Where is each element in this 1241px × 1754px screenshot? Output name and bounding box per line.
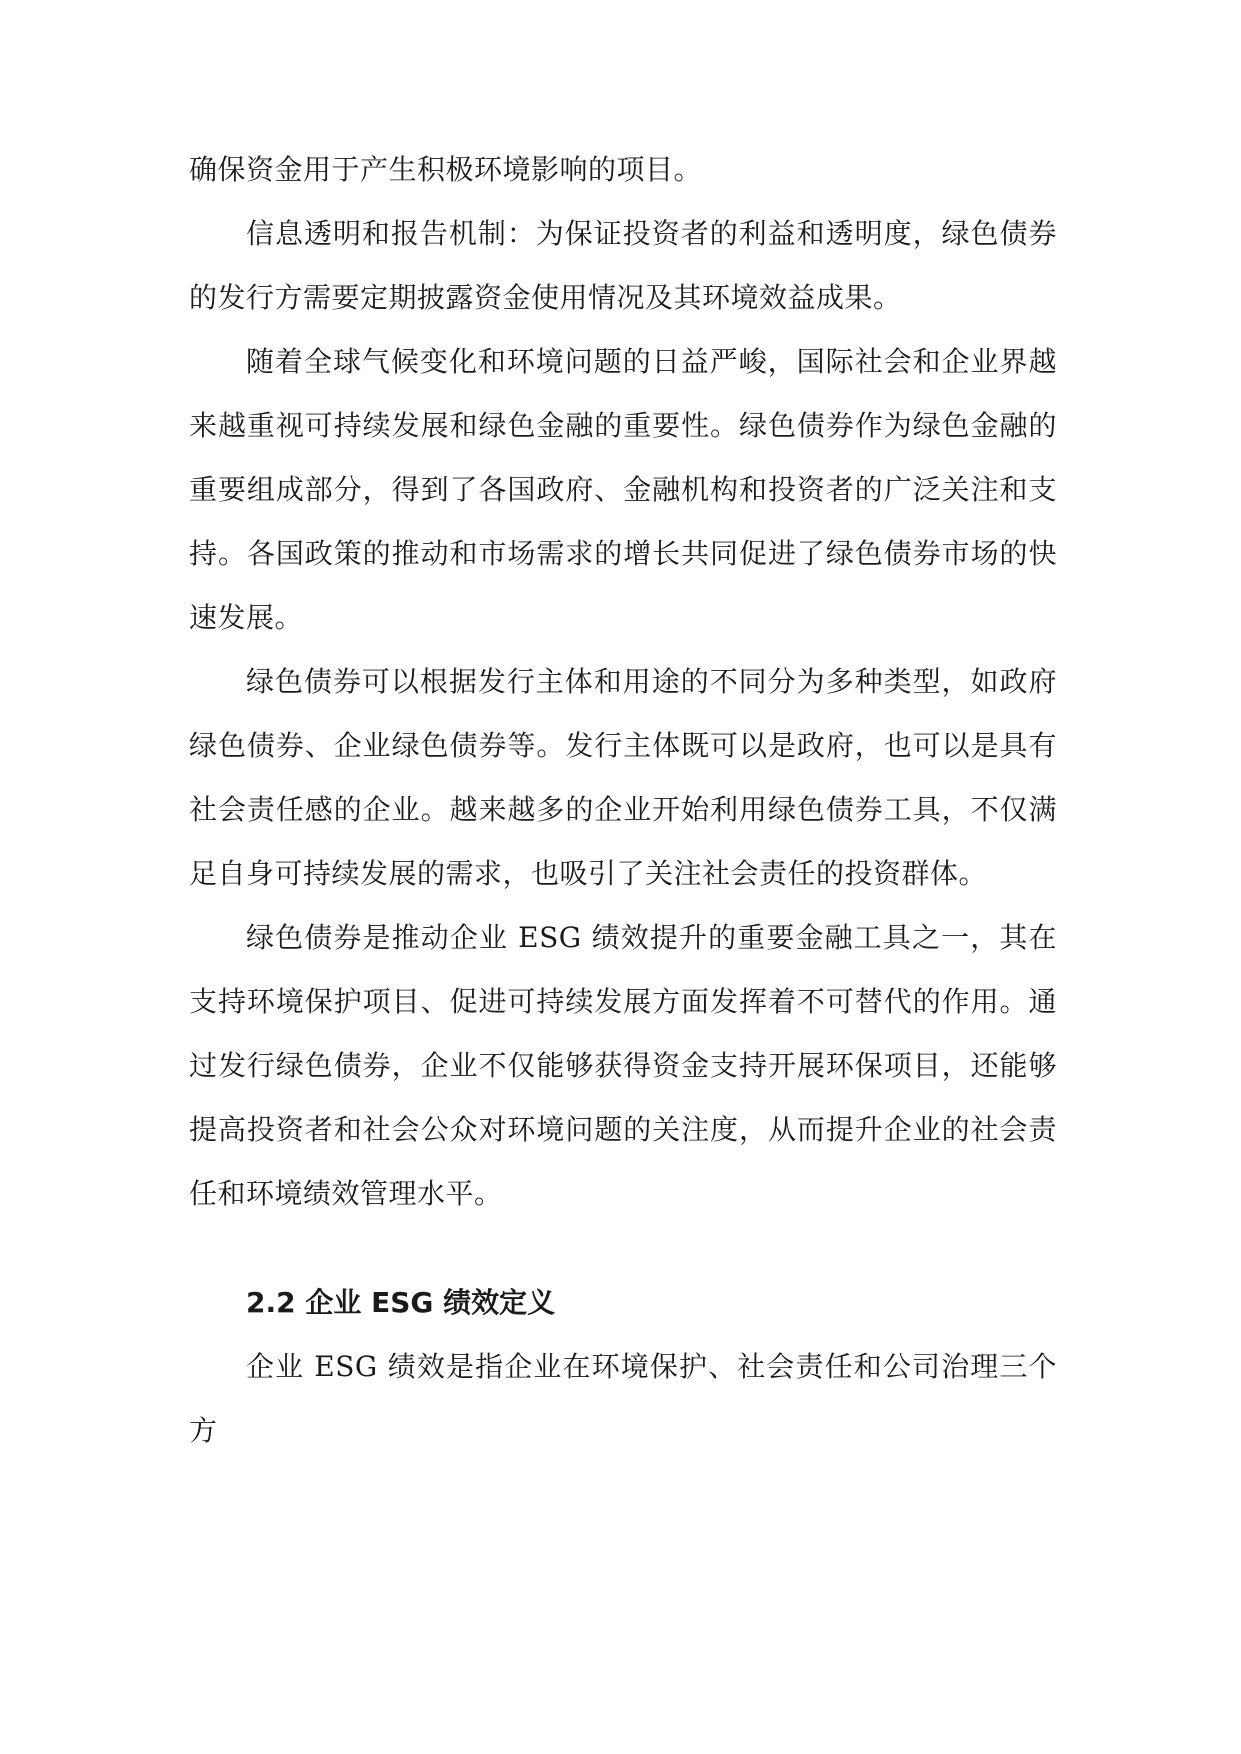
paragraph-types: 绿色债券可以根据发行主体和用途的不同分为多种类型，如政府绿色债券、企业绿色债券等。发行主体既可以是政府，也可以是具有社会责任感的企业。越来越多的企业开始利用绿色债券工具，不仅满足自身可持续发展的需求，也吸引了关注社会责任的投资群体。	[189, 665, 1057, 890]
document-page	[189, 138, 1057, 1463]
paragraph-background: 随着全球气候变化和环境问题的日益严峻，国际社会和企业界越来越重视可持续发展和绿色金融的重要性。绿色债券作为绿色金融的重要组成部分，得到了各国政府、金融机构和投资者的广泛关注和支持。各国政策的推动和市场需求的增长共同促进了绿色债券市场的快速发展。	[189, 345, 1057, 634]
paragraph-continuation: 确保资金用于产生积极环境影响的项目。	[189, 153, 703, 186]
paragraph-transparency: 信息透明和报告机制：为保证投资者的利益和透明度，绿色债券的发行方需要定期披露资金使用情况及其环境效益成果。	[189, 217, 1057, 314]
section-heading: 2.2 企业 ESG 绩效定义	[246, 1286, 556, 1319]
paragraph-esg-definition: 企业 ESG 绩效是指企业在环境保护、社会责任和公司治理三个方	[189, 1350, 1057, 1447]
paragraph-esg-role: 绿色债券是推动企业 ESG 绩效提升的重要金融工具之一，其在支持环境保护项目、促进可持续发展方面发挥着不可替代的作用。通过发行绿色债券，企业不仅能够获得资金支持开展环保项目，还能够提高投资者和社会公众对环境问题的关注度，从而提升企业的社会责任和环境绩效管理水平。	[189, 921, 1057, 1210]
